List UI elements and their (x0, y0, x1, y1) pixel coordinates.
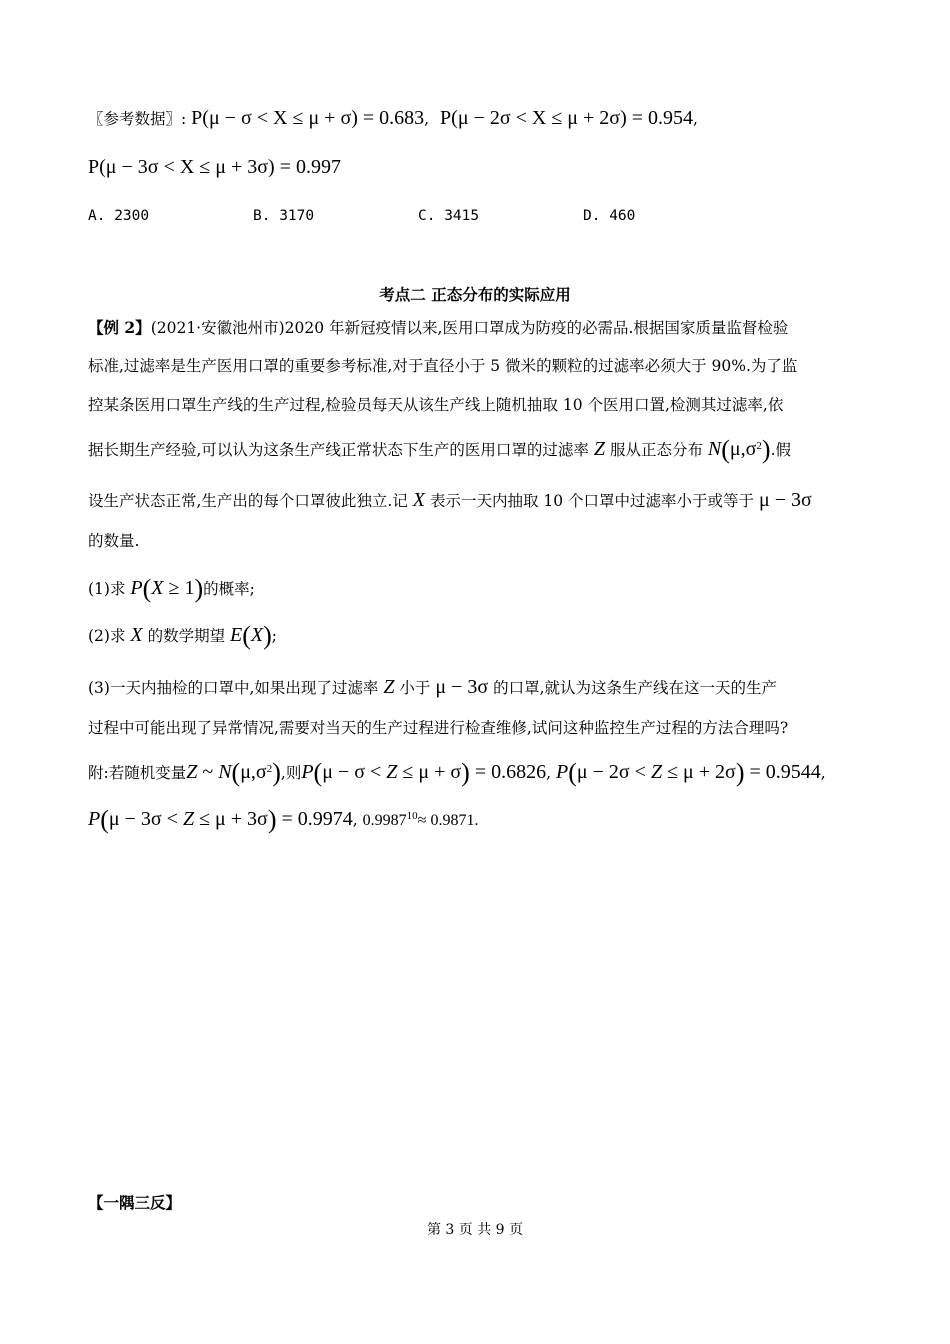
option-b: B. 3170 (253, 208, 315, 224)
practice-section-title: 【一隅三反】 (88, 1193, 182, 1212)
example-text-5a: 设生产状态正常,生产出的每个口罩彼此独立.记 (88, 492, 408, 510)
question-1: (1)求 P(X ≥ 1)的概率; (88, 574, 255, 603)
example-text-4c: .假 (770, 441, 792, 459)
reference-data-line: 〖参考数据〗: P(μ − σ < X ≤ μ + σ) = 0.683, P(μ − 2σ < X ≤ μ + 2σ) = 0.954, (88, 107, 698, 129)
page-number: 第 3 页 共 9 页 (426, 1222, 524, 1238)
section-title: 考点二 正态分布的实际应用 (379, 286, 571, 304)
option-d: D. 460 (583, 208, 636, 224)
example-line-6: 的数量. (88, 532, 140, 550)
question-3: (3)一天内抽检的口罩中,如果出现了过滤率 Z 小于 μ − 3σ 的口罩,就认为这条生产线在这一天的生产 (88, 676, 778, 698)
example-tag: 【例 2】 (88, 318, 151, 337)
attachment-line-1: 附:若随机变量Z ~ $N(\mu,\sigma^2)$,则P(μ − σ < Z ≤ μ + σ) = 0.6826, P(μ − 2σ < Z ≤ μ + 2σ) = 0.9544, (88, 758, 826, 787)
reference-data-line-2 (88, 156, 862, 179)
example-text-4b: 服从正态分布 (609, 441, 703, 459)
question-2: (2)求 X 的数学期望 E(X); (88, 621, 278, 650)
example-line-1 (88, 320, 862, 337)
reference-eq2: P(μ − 2σ < X ≤ μ + 2σ) = 0.954 (440, 107, 694, 129)
option-a: A. 2300 (88, 208, 150, 224)
example-line-4: 据长期生产经验,可以认为这条生产线正常状态下生产的医用口罩的过滤率 Z 服从正态分布 $N(\mu,\sigma^2)$.假 (88, 435, 792, 464)
reference-eq1: P(μ − σ < X ≤ μ + σ) = 0.683 (191, 107, 425, 129)
example-text-5b: 表示一天内抽取 10 个口罩中过滤率小于或等于 (429, 492, 755, 510)
option-c: C. 3415 (418, 208, 480, 224)
reference-label: 〖参考数据〗: (88, 110, 187, 128)
example-text-1: (2021·安徽池州市)2020 年新冠疫情以来,医用口罩成为防疫的必需品.根据国家质量监督检验 (150, 319, 789, 337)
question-3-cont: 过程中可能出现了异常情况,需要对当天的生产过程进行检查维修,试问这种监控生产过程的方法合理吗? (88, 719, 789, 737)
example-line-2: 标准,过滤率是生产医用口罩的重要参考标准,对于直径小于 5 微米的颗粒的过滤率必须大于 90%.为了监 (88, 357, 798, 375)
attachment-line-2: P(μ − 3σ < Z ≤ μ + 3σ) = 0.9974, $0.9987^{10}\approx 0.9871$. (88, 805, 479, 834)
example-text-4a: 据长期生产经验,可以认为这条生产线正常状态下生产的医用口罩的过滤率 (88, 441, 589, 459)
example-line-5: 设生产状态正常,生产出的每个口罩彼此独立.记 X 表示一天内抽取 10 个口罩中过滤率小于或等于 μ − 3σ (88, 489, 812, 511)
reference-eq3: P(μ − 3σ < X ≤ μ + 3σ) = 0.997 (88, 156, 341, 178)
example-line-3: 控某条医用口罩生产线的生产过程,检验员每天从该生产线上随机抽取 10 个医用口置,检测其过滤率,依 (88, 396, 784, 414)
